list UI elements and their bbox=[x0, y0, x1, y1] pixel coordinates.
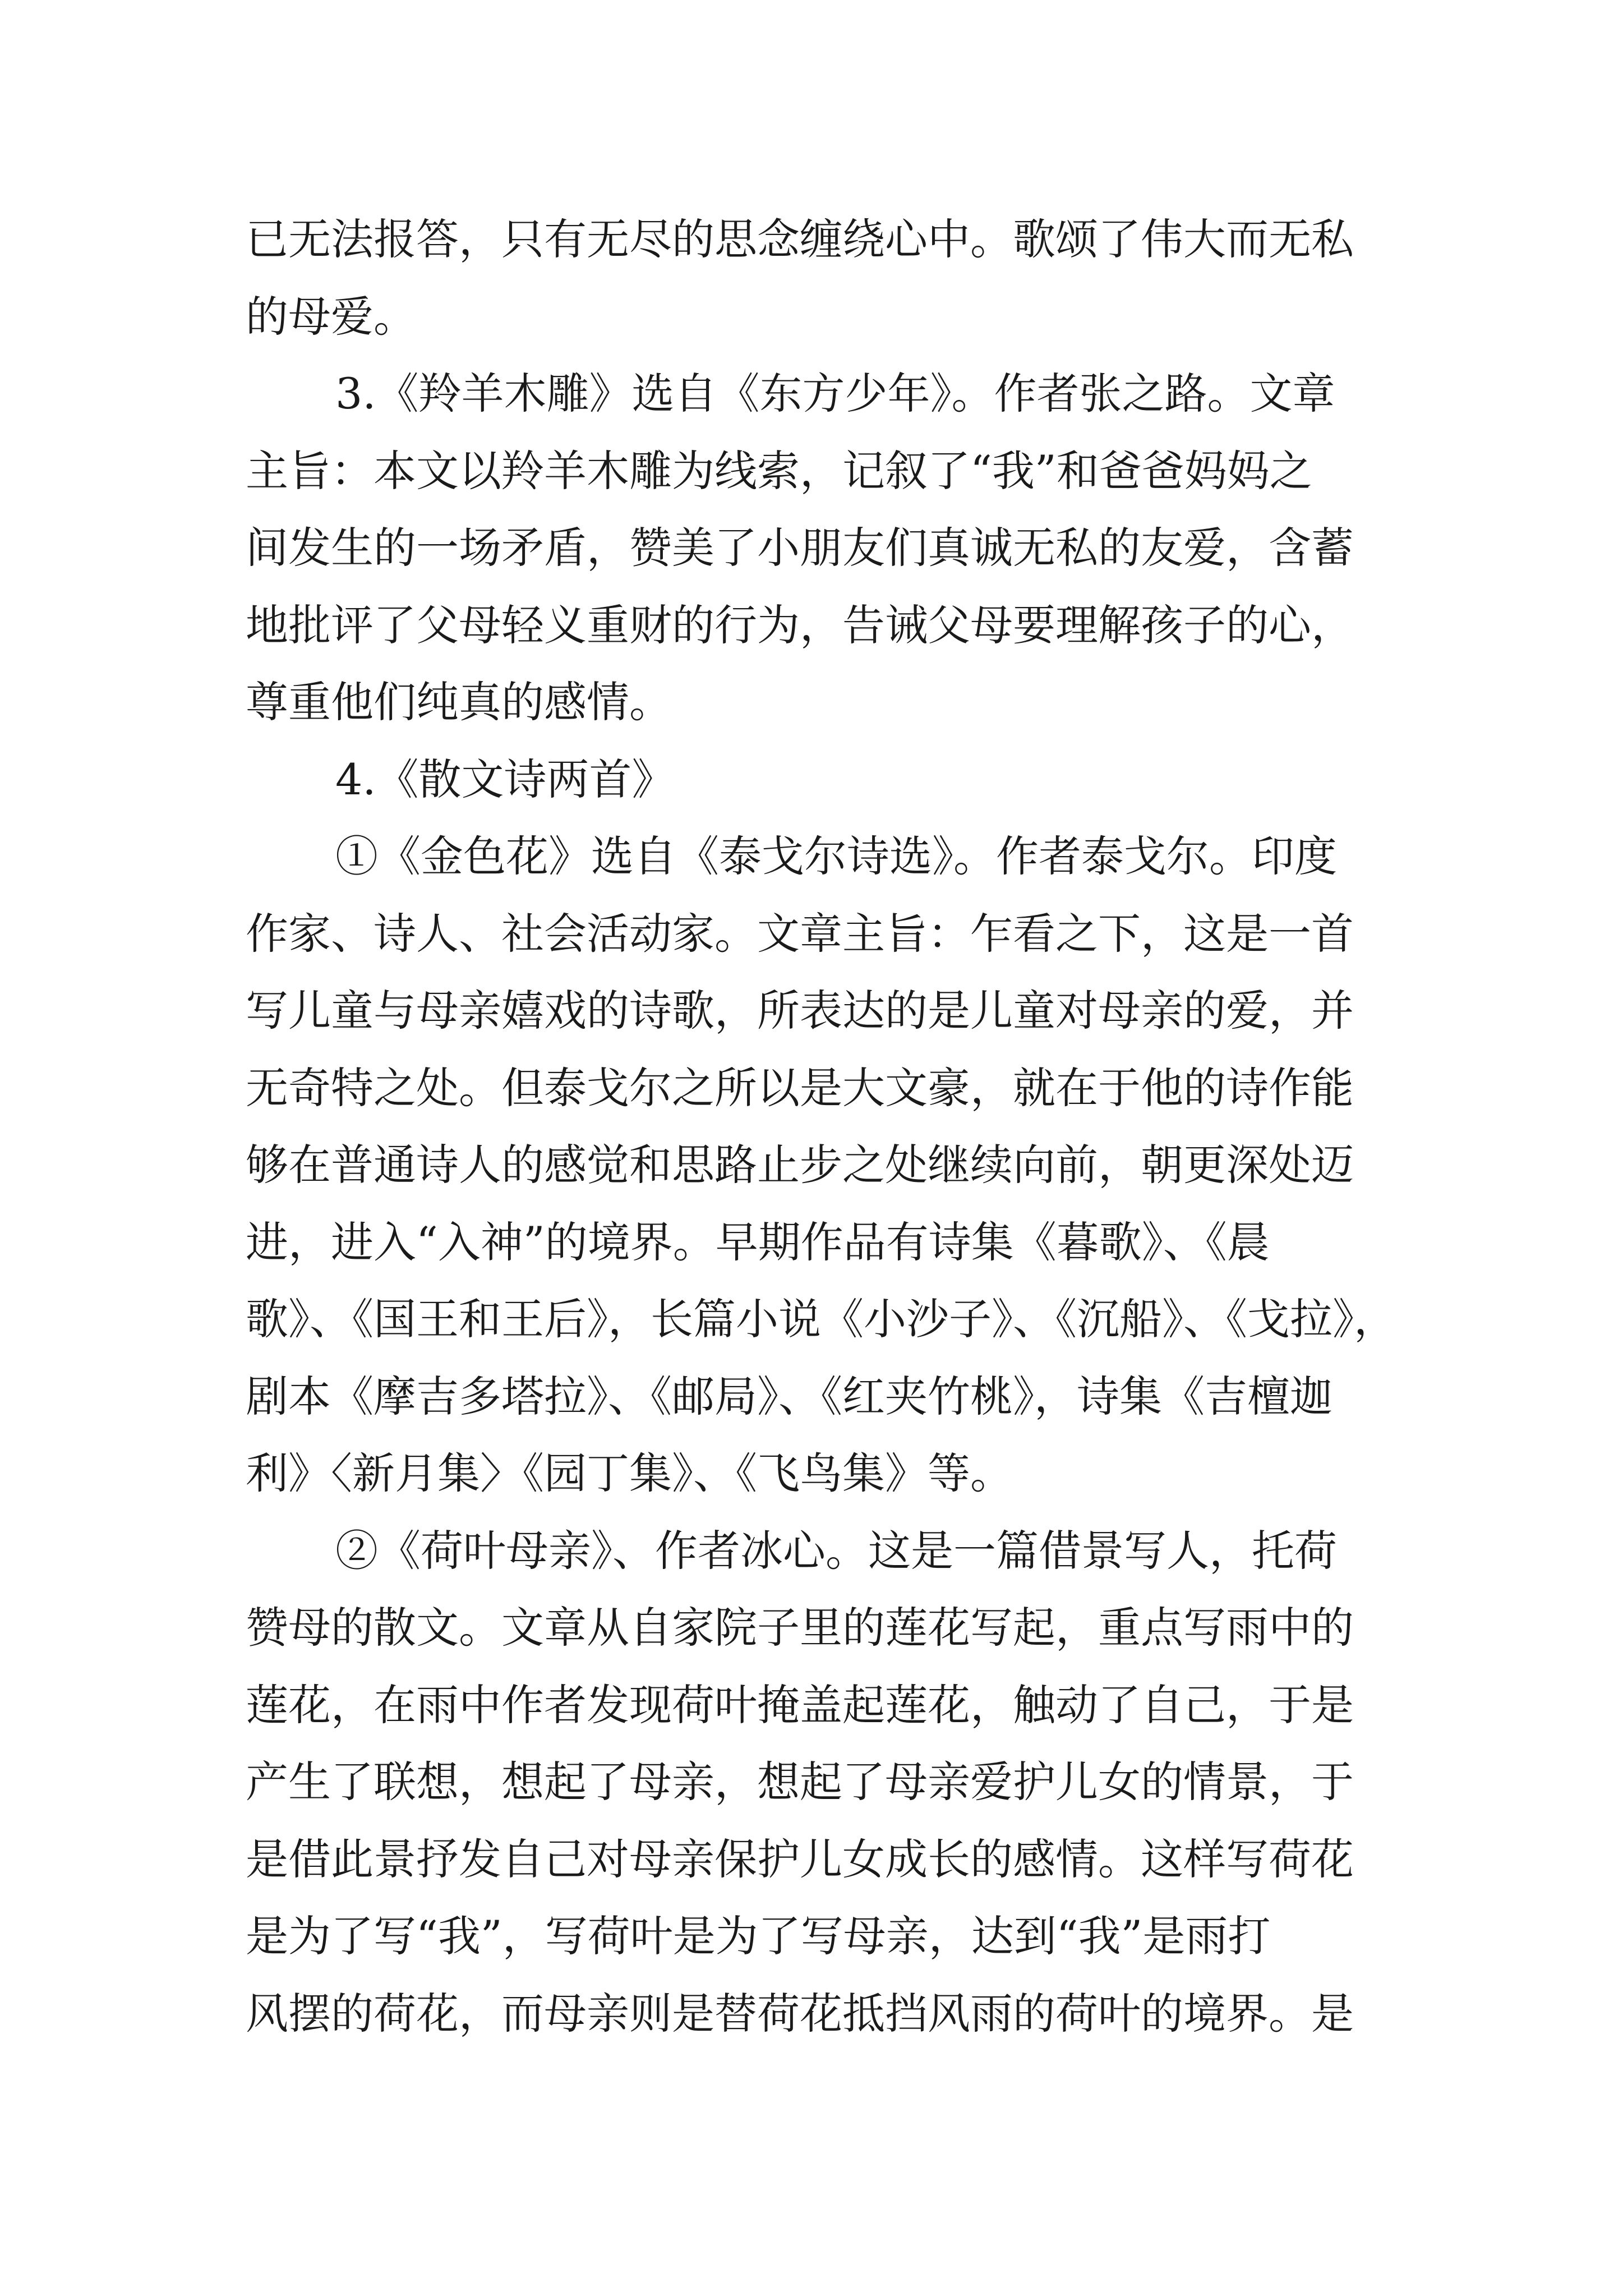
text-line: 产生了联想，想起了母亲，想起了母亲爱护儿女的情景，于 bbox=[246, 1757, 1354, 1807]
text-line: 莲花，在雨中作者发现荷叶掩盖起莲花，触动了自己，于是 bbox=[246, 1680, 1354, 1730]
paragraph-heading-4: 4.《散文诗两首》 bbox=[335, 754, 675, 804]
text-line: 是为了写“我”，写荷叶是为了写母亲，达到“我”是雨打 bbox=[246, 1911, 1271, 1961]
paragraph-heading-3: 3.《羚羊木雕》选自《东方少年》。作者张之路。文章 bbox=[335, 369, 1335, 418]
text-line: 赞母的散文。文章从自家院子里的莲花写起，重点写雨中的 bbox=[246, 1603, 1354, 1653]
text-line: 歌》、《国王和王后》，长篇小说《小沙子》、《沉船》、《戈拉》， bbox=[246, 1294, 1396, 1344]
text-line: 作家、诗人、社会活动家。文章主旨：乍看之下，这是一首 bbox=[246, 908, 1354, 959]
text-line: 已无法报答，只有无尽的思念缠绕心中。歌颂了伟大而无私 bbox=[246, 214, 1354, 264]
text-line: 的母爱。 bbox=[246, 291, 416, 342]
document-body bbox=[246, 201, 1401, 2052]
text-line: 尊重他们纯真的感情。 bbox=[246, 677, 672, 727]
text-line: 够在普通诗人的感觉和思路止步之处继续向前，朝更深处迈 bbox=[246, 1140, 1354, 1190]
text-line: 无奇特之处。但泰戈尔之所以是大文豪，就在于他的诗作能 bbox=[246, 1062, 1354, 1113]
text-line: 是借此景抒发自己对母亲保护儿女成长的感情。这样写荷花 bbox=[246, 1834, 1354, 1884]
text-line: 地批评了父母轻义重财的行为，告诫父母要理解孩子的心， bbox=[246, 600, 1354, 650]
text-line: 主旨：本文以羚羊木雕为线索，记叙了“我”和爸爸妈妈之 bbox=[246, 445, 1312, 496]
text-line: 写儿童与母亲嬉戏的诗歌，所表达的是儿童对母亲的爱，并 bbox=[246, 986, 1354, 1036]
text-line: 利》〈新月集〉《园丁集》、《飞鸟集》等。 bbox=[246, 1448, 1013, 1498]
text-line: 间发生的一场矛盾，赞美了小朋友们真诚无私的友爱，含蓄 bbox=[246, 523, 1354, 573]
paragraph-item-1: ①《金色花》选自《泰戈尔诗选》。作者泰戈尔。印度 bbox=[335, 831, 1337, 881]
text-line: 进，进入“入神”的境界。早期作品有诗集《暮歌》、《晨 bbox=[246, 1217, 1270, 1267]
text-line: 风摆的荷花，而母亲则是替荷花抵挡风雨的荷叶的境界。是 bbox=[246, 1988, 1354, 2039]
paragraph-item-2: ②《荷叶母亲》、作者冰心。这是一篇借景写人，托荷 bbox=[335, 1525, 1337, 1576]
text-line: 剧本《摩吉多塔拉》、《邮局》、《红夹竹桃》，诗集《吉檀迦 bbox=[246, 1371, 1332, 1421]
